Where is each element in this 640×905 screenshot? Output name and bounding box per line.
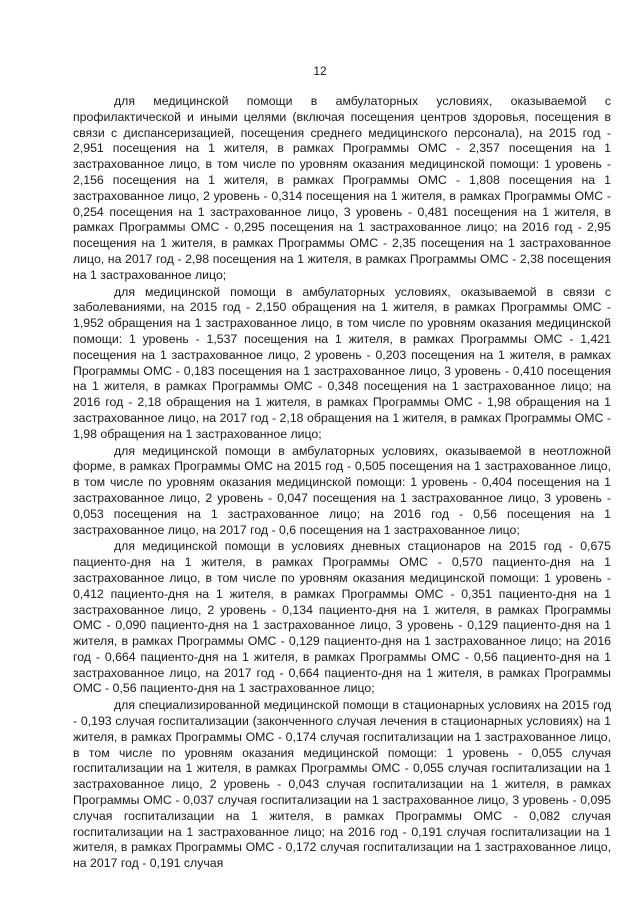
document-body xyxy=(73,94,611,873)
page-number: 12 xyxy=(313,64,327,78)
paragraph-outpatient-preventive: для медицинской помощи в амбулаторных условиях, оказываемой с профилактической и иными целями (включая посещения центров здоровья, посещения в связи с диспансеризацией, посещения среднего медицинского персонала), на 2015 год - 2,951 посещения на 1 жителя, в рамках Программы ОМС - 2,357 посещения на 1 застрахованное лицо, в том числе по уровням оказания медицинской помощи: 1 уровень - 2,156 посещения на 1 жителя, в рамках Программы ОМС - 1,808 посещения на 1 застрахованное лицо, 2 уровень - 0,314 посещения на 1 жителя, в рамках Программы ОМС - 0,254 посещения на 1 застрахованное лицо, 3 уровень - 0,481 посещения на 1 жителя, в рамках Программы ОМС - 0,295 посещения на 1 застрахованное лицо; на 2016 год - 2,95 посещения на 1 жителя, в рамках Программы ОМС - 2,35 посещения на 1 застрахованное лицо, на 2017 год - 2,98 посещения на 1 жителя, в рамках Программы ОМС - 2,38 посещения на 1 застрахованное лицо; xyxy=(73,94,611,282)
paragraph-outpatient-disease: для медицинской помощи в амбулаторных условиях, оказываемой в связи с заболеваниями, на 2015 год - 2,150 обращения на 1 жителя, в рамках Программы ОМС - 1,952 обращения на 1 застрахованное лицо, в том числе по уровням оказания медицинской помощи: 1 уровень - 1,537 посещения на 1 жителя, в рамках Программы ОМС - 1,421 посещения на 1 застрахованное лицо, 2 уровень - 0,203 посещения на 1 жителя, в рамках Программы ОМС - 0,183 посещения на 1 застрахованное лицо, 3 уровень - 0,410 посещения на 1 жителя, в рамках Программы ОМС - 0,348 посещения на 1 застрахованное лицо; на 2016 год - 2,18 обращения на 1 жителя, в рамках Программы ОМС - 1,98 обращения на 1 застрахованное лицо, на 2017 год - 2,18 обращения на 1 жителя, в рамках Программы ОМС - 1,98 обращения на 1 застрахованное лицо; xyxy=(73,284,611,441)
paragraph-inpatient-specialized: для специализированной медицинской помощи в стационарных условиях на 2015 год - 0,193 случая госпитализации (законченного случая лечения в стационарных условиях) на 1 жителя, в рамках Программы ОМС - 0,174 случая госпитализации на 1 застрахованное лицо, в том числе по уровням оказания медицинской помощи: 1 уровень - 0,055 случая госпитализации на 1 жителя, в рамках Программы ОМС - 0,055 случая госпитализации на 1 застрахованное лицо, 2 уровень - 0,043 случая госпитализации на 1 жителя, в рамках Программы ОМС - 0,037 случая госпитализации на 1 застрахованное лицо, 3 уровень - 0,095 случая госпитализации на 1 жителя, в рамках Программы ОМС - 0,082 случая госпитализации на 1 застрахованное лицо; на 2016 год - 0,191 случая госпитализации на 1 жителя, в рамках Программы ОМС - 0,172 случая госпитализации на 1 застрахованное лицо, на 2017 год - 0,191 случая xyxy=(73,698,611,871)
paragraph-outpatient-urgent: для медицинской помощи в амбулаторных условиях, оказываемой в неотложной форме, в рамках Программы ОМС на 2015 год - 0,505 посещения на 1 застрахованное лицо, в том числе по уровням оказания медицинской помощи: 1 уровень - 0,404 посещения на 1 застрахованное лицо, 2 уровень - 0,047 посещения на 1 застрахованное лицо, 3 уровень - 0,053 посещения на 1 застрахованное лицо; на 2016 год - 0,56 посещения на 1 застрахованное лицо, на 2017 год - 0,6 посещения на 1 застрахованное лицо; xyxy=(73,443,611,537)
paragraph-day-hospital: для медицинской помощи в условиях дневных стационаров на 2015 год - 0,675 пациенто-дня на 1 жителя, в рамках Программы ОМС - 0,570 пациенто-дня на 1 застрахованное лицо, в том числе по уровням оказания медицинской помощи: 1 уровень - 0,412 пациенто-дня на 1 жителя, в рамках Программы ОМС - 0,351 пациенто-дня на 1 застрахованное лицо, 2 уровень - 0,134 пациенто-дня на 1 жителя, в рамках Программы ОМС - 0,090 пациенто-дня на 1 застрахованное лицо, 3 уровень - 0,129 пациенто-дня на 1 жителя, в рамках Программы ОМС - 0,129 пациенто-дня на 1 застрахованное лицо; на 2016 год - 0,664 пациенто-дня на 1 жителя, в рамках Программы ОМС - 0,56 пациенто-дня на 1 застрахованное лицо, на 2017 год - 0,664 пациенто-дня на 1 жителя, в рамках Программы ОМС - 0,56 пациенто-дня на 1 застрахованное лицо; xyxy=(73,539,611,696)
